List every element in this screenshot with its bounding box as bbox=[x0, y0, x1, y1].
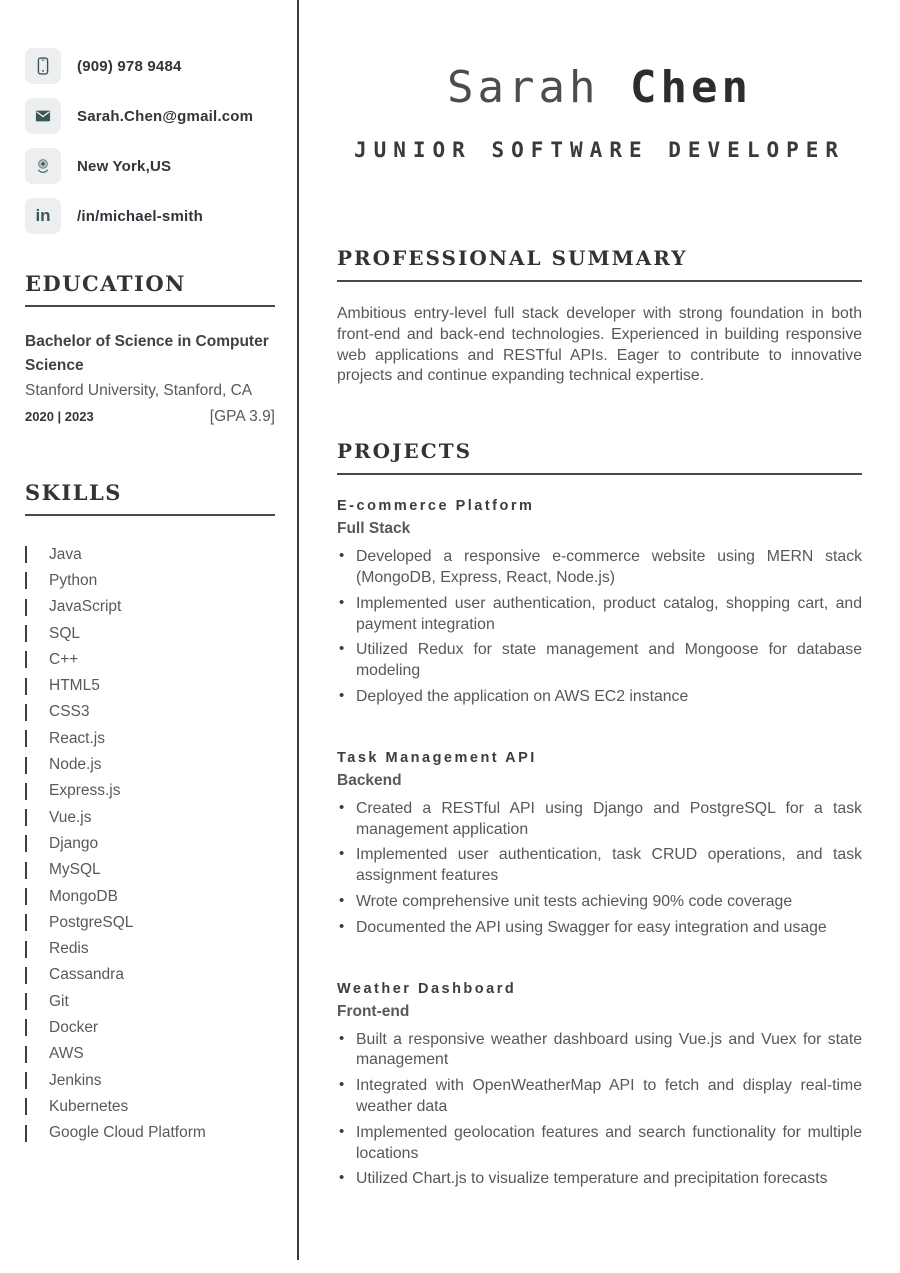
first-name: Sarah bbox=[447, 62, 600, 113]
bullet-item: • Implemented geolocation features and search functionality for multiple locations bbox=[337, 1123, 862, 1165]
skill-item: JavaScript bbox=[25, 594, 275, 620]
project-task-management-api bbox=[337, 750, 862, 939]
skill-item: Jenkins bbox=[25, 1067, 275, 1093]
skill-item: C++ bbox=[25, 647, 275, 673]
skill-bar-marker bbox=[25, 1046, 27, 1063]
project-role: Full Stack bbox=[337, 520, 411, 538]
skill-bar-marker bbox=[25, 993, 27, 1010]
project-title: E-commerce Platform bbox=[337, 498, 535, 515]
skill-item: Node.js bbox=[25, 752, 275, 778]
skills-list bbox=[25, 542, 275, 1147]
skill-bar-marker bbox=[25, 1072, 27, 1089]
skill-bar-marker bbox=[25, 862, 27, 879]
skill-item: Git bbox=[25, 989, 275, 1015]
bullet-item: • Deployed the application on AWS EC2 instance bbox=[337, 687, 862, 708]
bullet-item: • Implemented user authentication, task CRUD operations, and task assignment features bbox=[337, 845, 862, 887]
project-weather-dashboard bbox=[337, 981, 862, 1191]
skill-bar-marker bbox=[25, 809, 27, 826]
contact-linkedin bbox=[25, 198, 275, 234]
summary-text: Ambitious entry-level full stack developer with strong foundation in both front-end and back-end technologies. Experienced in building responsive web applications and RESTful APIs. Eager to contribute to innovative projects and continue expanding technical expertise. bbox=[337, 305, 862, 385]
main-content bbox=[299, 0, 900, 1273]
skill-bar-marker bbox=[25, 914, 27, 931]
projects-rule bbox=[337, 473, 862, 475]
location-text: New York,US bbox=[77, 157, 172, 175]
skill-item: HTML5 bbox=[25, 673, 275, 699]
email-address: Sarah.Chen@gmail.com bbox=[77, 107, 254, 125]
education-meta-row bbox=[25, 408, 275, 426]
location-icon bbox=[25, 148, 61, 184]
skill-item: AWS bbox=[25, 1041, 275, 1067]
skill-bar-marker bbox=[25, 967, 27, 984]
linkedin-icon: in bbox=[25, 198, 61, 234]
education-gpa: [GPA 3.9] bbox=[209, 407, 275, 425]
skill-item: Vue.js bbox=[25, 804, 275, 830]
project-ecommerce-platform bbox=[337, 498, 862, 708]
project-role: Backend bbox=[337, 771, 402, 789]
contact-location bbox=[25, 148, 275, 184]
summary-rule bbox=[337, 280, 862, 282]
contact-email bbox=[25, 98, 275, 134]
project-title: Weather Dashboard bbox=[337, 980, 517, 997]
skill-bar-marker bbox=[25, 704, 27, 721]
project-title: Task Management API bbox=[337, 749, 537, 766]
bullet-item: • Documented the API using Swagger for easy integration and usage bbox=[337, 918, 862, 939]
bullet-item: • Developed a responsive e-commerce website using MERN stack (MongoDB, Express, React, Node.js) bbox=[337, 547, 862, 589]
education-heading: EDUCATION bbox=[25, 271, 186, 296]
candidate-name bbox=[337, 62, 862, 113]
skill-item: MySQL bbox=[25, 857, 275, 883]
summary-heading: PROFESSIONAL SUMMARY bbox=[337, 246, 688, 270]
skill-bar-marker bbox=[25, 835, 27, 852]
email-icon bbox=[25, 98, 61, 134]
skill-item: PostgreSQL bbox=[25, 910, 275, 936]
skill-bar-marker bbox=[25, 572, 27, 589]
skill-bar-marker bbox=[25, 1098, 27, 1115]
bullet-item: • Built a responsive weather dashboard using Vue.js and Vuex for state management bbox=[337, 1030, 862, 1072]
skill-item: Redis bbox=[25, 936, 275, 962]
project-bullets bbox=[337, 547, 862, 708]
skill-bar-marker bbox=[25, 651, 27, 668]
projects-section bbox=[337, 439, 862, 1190]
projects-heading: PROJECTS bbox=[337, 439, 473, 464]
education-degree: Bachelor of Science in Computer Science bbox=[25, 333, 269, 374]
skill-bar-marker bbox=[25, 1019, 27, 1036]
education-rule bbox=[25, 305, 275, 307]
skill-item: Express.js bbox=[25, 778, 275, 804]
linkedin-handle: /in/michael-smith bbox=[77, 207, 203, 225]
skill-bar-marker bbox=[25, 1125, 27, 1142]
skills-section bbox=[25, 480, 275, 1147]
skill-item: Kubernetes bbox=[25, 1094, 275, 1120]
job-title: JUNIOR SOFTWARE DEVELOPER bbox=[353, 138, 846, 162]
project-bullets bbox=[337, 1030, 862, 1191]
skill-bar-marker bbox=[25, 546, 27, 563]
bullet-item: • Implemented user authentication, product catalog, shopping cart, and payment integration bbox=[337, 594, 862, 636]
skills-heading: SKILLS bbox=[25, 479, 122, 505]
project-bullets bbox=[337, 799, 862, 939]
skill-item: CSS3 bbox=[25, 699, 275, 725]
skill-bar-marker bbox=[25, 625, 27, 642]
skill-bar-marker bbox=[25, 757, 27, 774]
skills-rule bbox=[25, 514, 275, 516]
bullet-item: • Wrote comprehensive unit tests achieving 90% code coverage bbox=[337, 892, 862, 913]
skill-item: React.js bbox=[25, 726, 275, 752]
skill-item: Django bbox=[25, 831, 275, 857]
skill-bar-marker bbox=[25, 888, 27, 905]
education-dates: 2020 | 2023 bbox=[25, 408, 94, 424]
skill-item: Docker bbox=[25, 1015, 275, 1041]
bullet-item: • Created a RESTful API using Django and PostgreSQL for a task management application bbox=[337, 799, 862, 841]
education-section bbox=[25, 271, 275, 426]
skill-bar-marker bbox=[25, 599, 27, 616]
last-name: Chen bbox=[629, 62, 752, 113]
skill-item: Python bbox=[25, 568, 275, 594]
contact-phone bbox=[25, 48, 275, 84]
skill-item: SQL bbox=[25, 620, 275, 646]
bullet-item: • Utilized Redux for state management and Mongoose for database modeling bbox=[337, 640, 862, 682]
summary-section bbox=[337, 246, 862, 387]
skill-bar-marker bbox=[25, 941, 27, 958]
sidebar bbox=[0, 0, 297, 1273]
bullet-item: • Integrated with OpenWeatherMap API to fetch and display real-time weather data bbox=[337, 1076, 862, 1118]
skill-bar-marker bbox=[25, 730, 27, 747]
skill-item: Google Cloud Platform bbox=[25, 1120, 275, 1146]
skill-item: MongoDB bbox=[25, 883, 275, 909]
skill-bar-marker bbox=[25, 678, 27, 695]
bullet-item: • Utilized Chart.js to visualize temperature and precipitation forecasts bbox=[337, 1169, 862, 1190]
skill-bar-marker bbox=[25, 783, 27, 800]
skill-item: Java bbox=[25, 542, 275, 568]
project-role: Front-end bbox=[337, 1002, 410, 1020]
education-school: Stanford University, Stanford, CA bbox=[25, 382, 253, 399]
skill-item: Cassandra bbox=[25, 962, 275, 988]
phone-number: (909) 978 9484 bbox=[77, 57, 182, 75]
phone-icon bbox=[25, 48, 61, 84]
